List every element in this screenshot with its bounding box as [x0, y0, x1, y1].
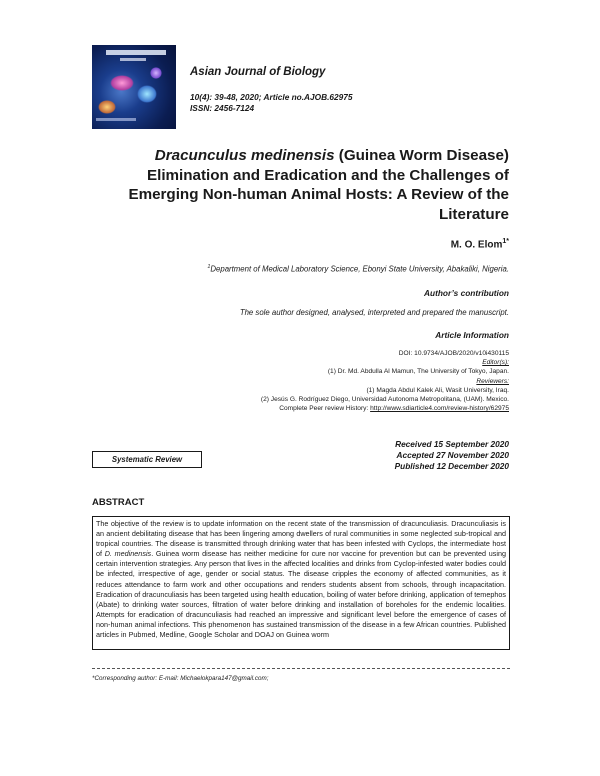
editor-entry: (1) Dr. Md. Abdulla Al Mamun, The University of Tokyo, Japan.	[327, 368, 509, 376]
date-accepted: Accepted 27 November 2020	[396, 450, 509, 460]
article-title	[80, 146, 509, 224]
review-history-label: Complete Peer review History:	[279, 405, 371, 413]
cover-subtitle-bar	[120, 58, 146, 61]
journal-name: Asian Journal of Biology	[190, 66, 326, 78]
editors-label: Editor(s):	[482, 359, 509, 367]
review-history-line	[149, 404, 509, 413]
date-published: Published 12 December 2020	[394, 461, 509, 471]
abstract-text-part: . Guinea worm disease has neither medicine for cure nor vaccine for prevention but can be prevented using certain intervention strategies. Any person that lives in the affected localities and drinks from Cyclop-infested water bodies could be infected, irrespective of age, gender or social status. The disease cripples the economy of affected communities, as it reduces attendance to farm work and other occupations and renders students absent from schools, through incapacitation. Eradication of dracunculiasis has been targeted using health education, boiling of water before drinking, application of temephos (Abate) to drinking water sources, filtration of water before drinking and installation of boreholes for the endemic localities. Attempts for eradication of dracunculiasis had reached an impressive and significant level before the emergence of cases of non-human animal infections. This phenomenon has sustained transmission of the disease in a few African countries. Published articles in Pubmed, Medline, Google Scholar and DOAJ on Guinea worm	[96, 549, 506, 640]
cover-title-bar	[106, 50, 166, 55]
doi: DOI: 10.9734/AJOB/2020/v10i430115	[398, 350, 509, 357]
journal-issn: ISSN: 2456-7124	[190, 103, 255, 113]
journal-citation-block	[190, 92, 352, 114]
abstract-box	[92, 516, 510, 650]
reviewers-label: Reviewers:	[476, 377, 509, 385]
affiliation-text: Department of Medical Laboratory Science, Ebonyi State University, Abakaliki, Nigeria.	[210, 264, 509, 274]
review-history-link[interactable]: http://www.sdiarticle4.com/review-history/62975	[370, 405, 509, 413]
affiliation-mark: 1	[207, 264, 211, 270]
article-title-species: Dracunculus medinensis	[154, 147, 335, 164]
article-info-heading: Article Information	[435, 330, 509, 340]
cover-cell-graphic	[110, 75, 134, 91]
cover-cell-graphic	[150, 67, 162, 79]
journal-cover-image	[92, 45, 176, 129]
author-mark: 1*	[502, 238, 509, 245]
article-type-badge: Systematic Review	[92, 451, 202, 468]
publication-dates	[395, 439, 509, 472]
cover-footer-bar	[96, 118, 136, 121]
abstract-heading: ABSTRACT	[92, 497, 145, 508]
reviewer-entry: (2) Jesús G. Rodríguez Diego, Universidad Autonoma Metropolitana, (UAM). Mexico.	[260, 396, 509, 404]
cover-cell-graphic	[137, 85, 157, 103]
cover-cell-graphic	[98, 100, 116, 114]
contribution-heading: Author’s contribution	[424, 288, 509, 298]
author-name: M. O. Elom	[450, 239, 503, 251]
date-received: Received 15 September 2020	[395, 439, 509, 449]
abstract-text-part: The objective of the review is to update information on the recent state of the transmission of dracunculiasis. Dracunculiasis is an ancient debilitating disease that has been lingering among dwellers of rural communities in some neglected sub-tropical and tropical countries. The disease is transmitted through drinking water that has been infested with Cyclops, the intermediate host of	[96, 519, 506, 559]
abstract-species-name: D. medinensis	[104, 549, 152, 559]
footnote-divider	[92, 668, 510, 669]
article-title-rest: (Guinea Worm Disease) Elimination and Eradication and the Challenges of Emerging Non-human Animal Hosts: A Review of the Literature	[128, 147, 509, 223]
reviewer-entry: (1) Magda Abdul Kalek Ali, Wasit University, Iraq.	[366, 386, 509, 394]
journal-citation: 10(4): 39-48, 2020; Article no.AJOB.62975	[190, 92, 353, 102]
author-line	[451, 238, 509, 250]
article-info-block	[149, 349, 509, 413]
contribution-text: The sole author designed, analysed, interpreted and prepared the manuscript.	[239, 308, 509, 317]
author-affiliation	[207, 264, 509, 274]
corresponding-author-footnote: *Corresponding author: E-mail: Michaelokpara147@gmail.com;	[92, 675, 269, 682]
